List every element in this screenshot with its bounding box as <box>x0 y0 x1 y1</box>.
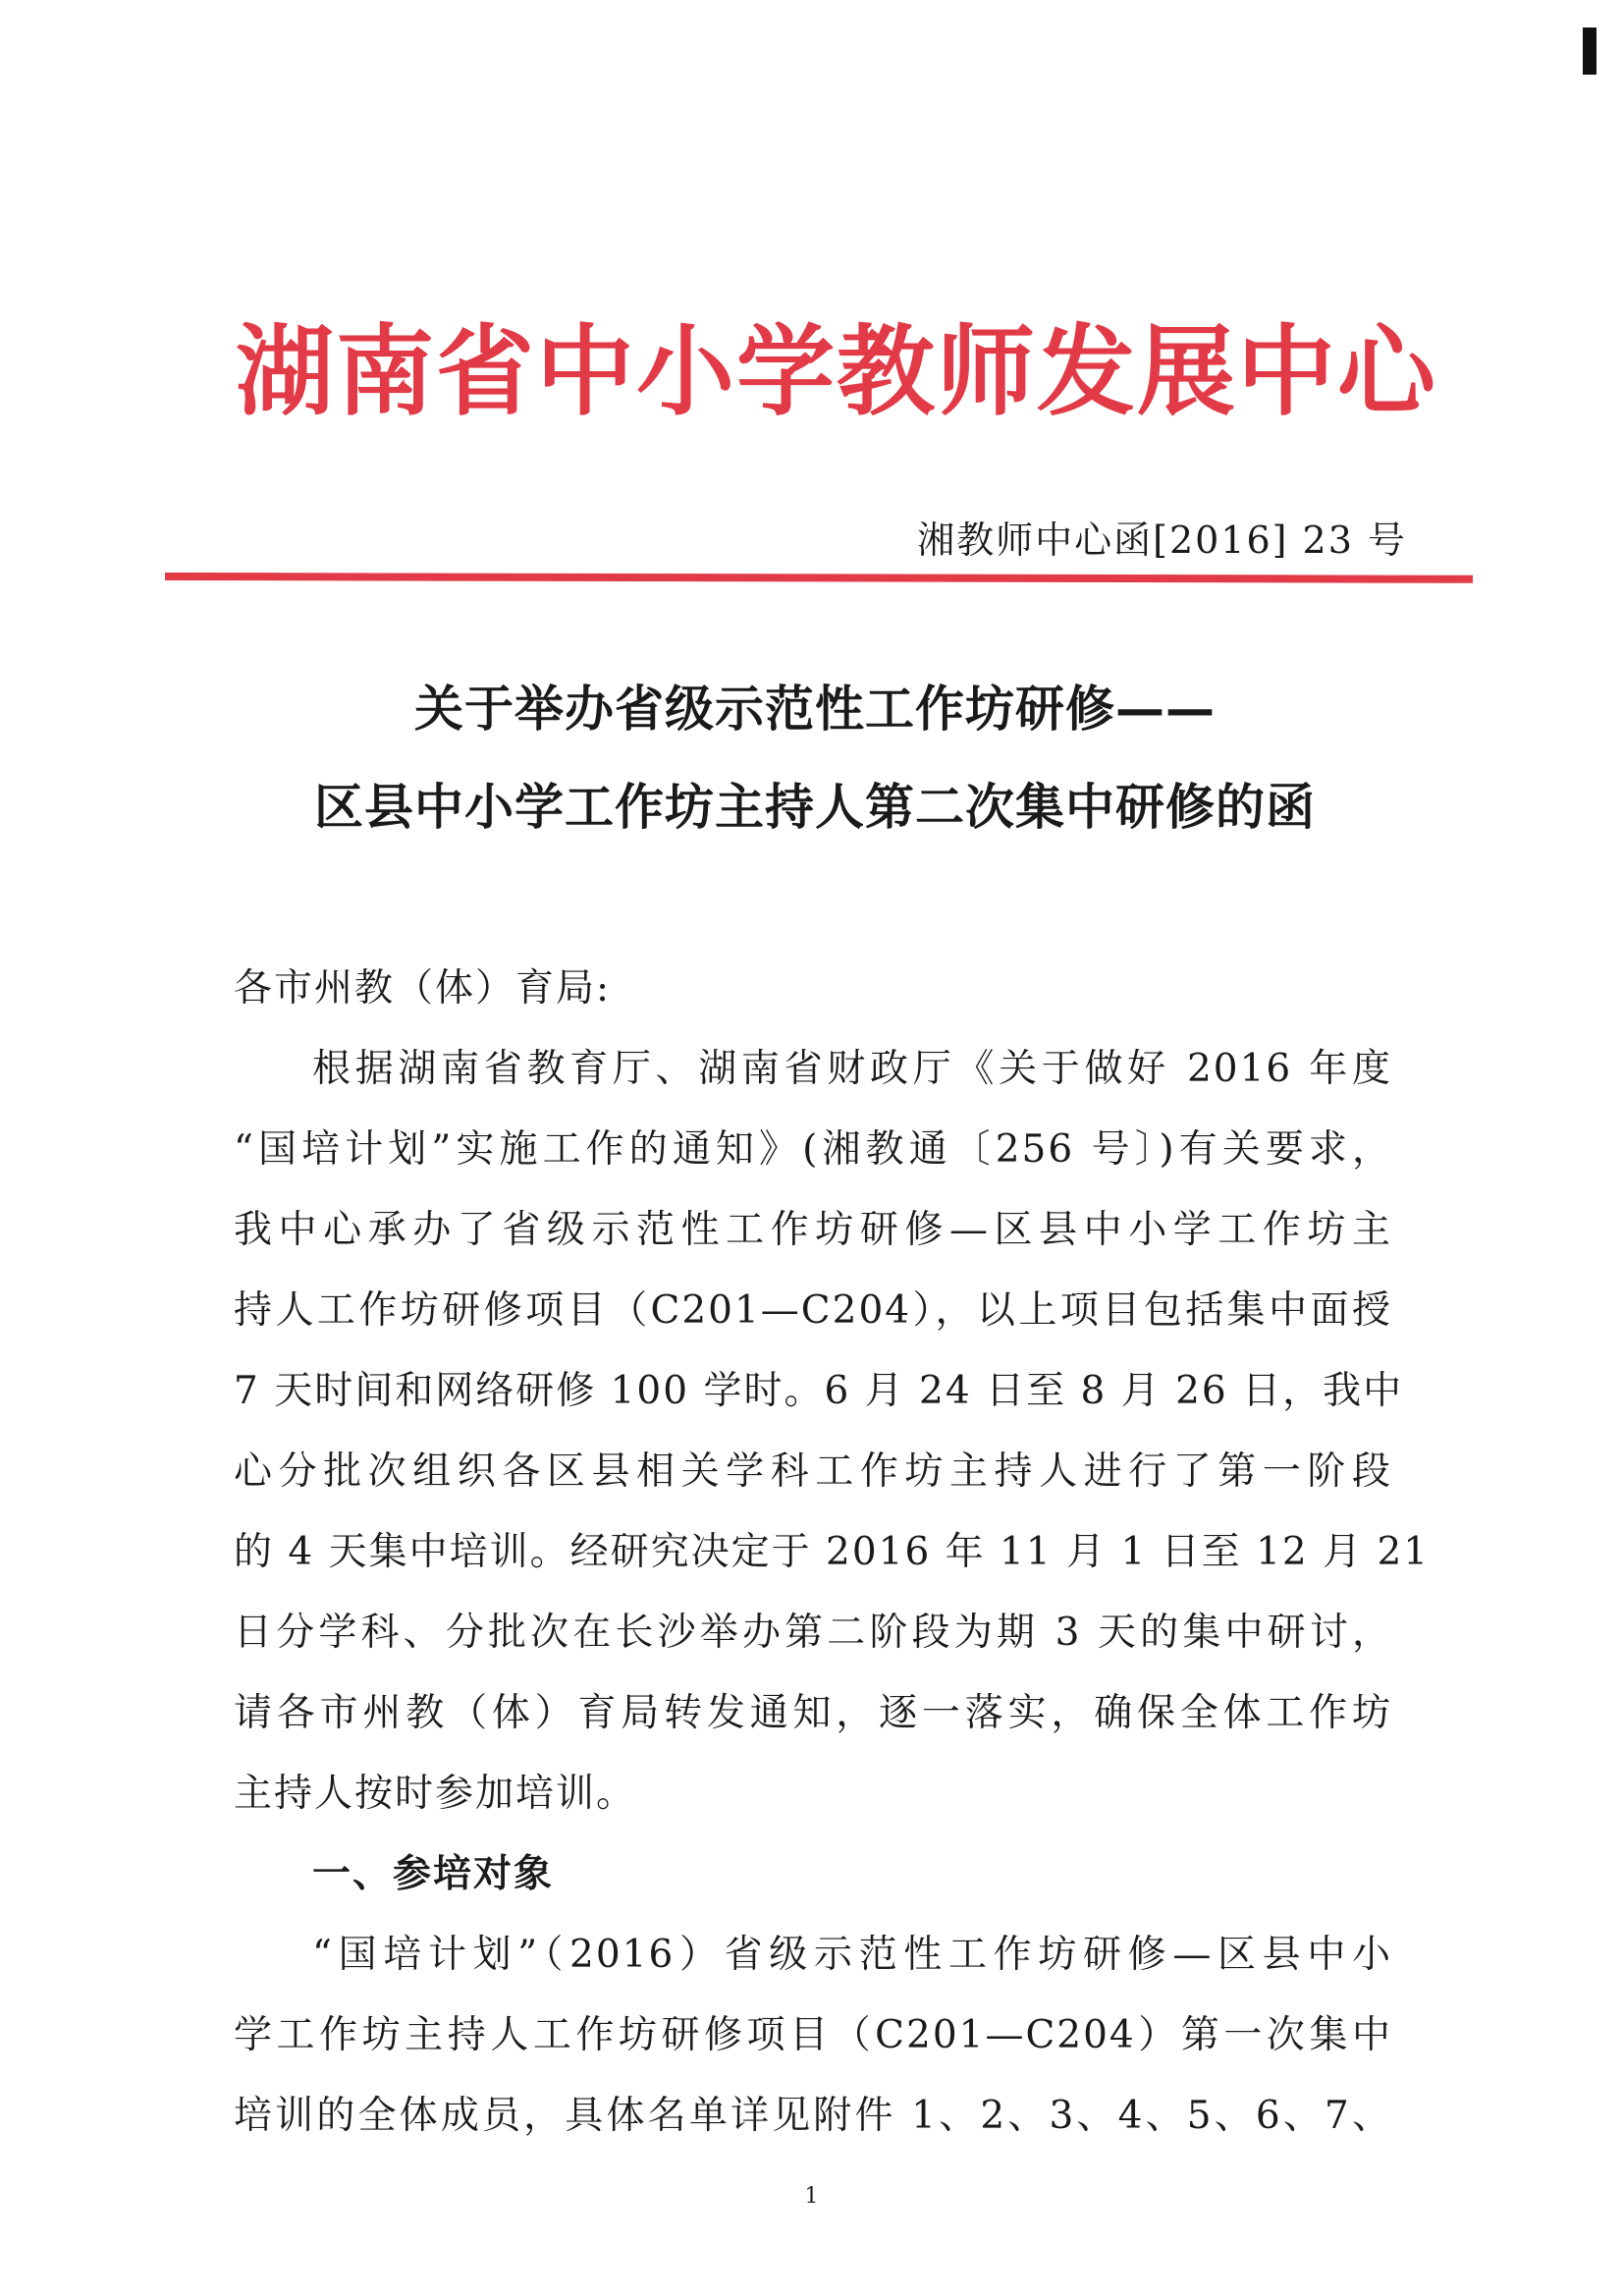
paragraph-1-line: 根据湖南省教育厅、湖南省财政厅《关于做好 2016 年度 <box>312 1047 1392 1091</box>
paragraph-2-line: 培训的全体成员，具体名单详见附件 1、2、3、4、5、6、7、 <box>234 2094 1392 2138</box>
paragraph-2-line: “国培计划”（2016）省级示范性工作坊研修—区县中小 <box>312 1933 1392 1977</box>
title-line-2: 区县中小学工作坊主持人第二次集中研修的函 <box>314 779 1316 836</box>
paragraph-1-line: 7 天时间和网络研修 100 学时。6 月 24 日至 8 月 26 日，我中 <box>234 1369 1404 1413</box>
letterhead-issuer: 湖南省中小学教师发展中心 <box>236 313 1437 429</box>
page-number: 1 <box>804 2184 819 2209</box>
paragraph-1-line: “国培计划”实施工作的通知》(湘教通〔256 号〕)有关要求， <box>234 1127 1392 1172</box>
paragraph-1-line: 我中心承办了省级示范性工作坊研修—区县中小学工作坊主 <box>234 1208 1392 1252</box>
paragraph-1-line: 日分学科、分批次在长沙举办第二阶段为期 3 天的集中研讨， <box>234 1611 1392 1655</box>
paragraph-1-line: 主持人按时参加培训。 <box>234 1772 637 1816</box>
paragraph-1-line: 请各市州教（体）育局转发通知，逐一落实，确保全体工作坊 <box>234 1691 1392 1735</box>
paragraph-2-line: 学工作坊主持人工作坊研修项目（C201—C204）第一次集中 <box>234 2013 1392 2057</box>
letterhead-red-rule <box>165 573 1473 583</box>
letter-body <box>234 949 1431 2157</box>
section-1-heading: 一、参培对象 <box>312 1852 555 1896</box>
scan-edge-mark <box>1583 27 1596 75</box>
paragraph-1-line: 心分批次组织各区县相关学科工作坊主持人进行了第一阶段 <box>234 1449 1392 1494</box>
title-line-1: 关于举办省级示范性工作坊研修—— <box>414 681 1216 738</box>
salutation: 各市州教（体）育局: <box>234 966 612 1011</box>
paragraph-1-line: 的 4 天集中培训。经研究决定于 2016 年 11 月 1 日至 12 月 21 <box>234 1530 1431 1574</box>
document-number: 湘教师中心函[2016] 23 号 <box>917 519 1407 562</box>
paragraph-1-line: 持人工作坊研修项目（C201—C204），以上项目包括集中面授 <box>234 1288 1392 1333</box>
